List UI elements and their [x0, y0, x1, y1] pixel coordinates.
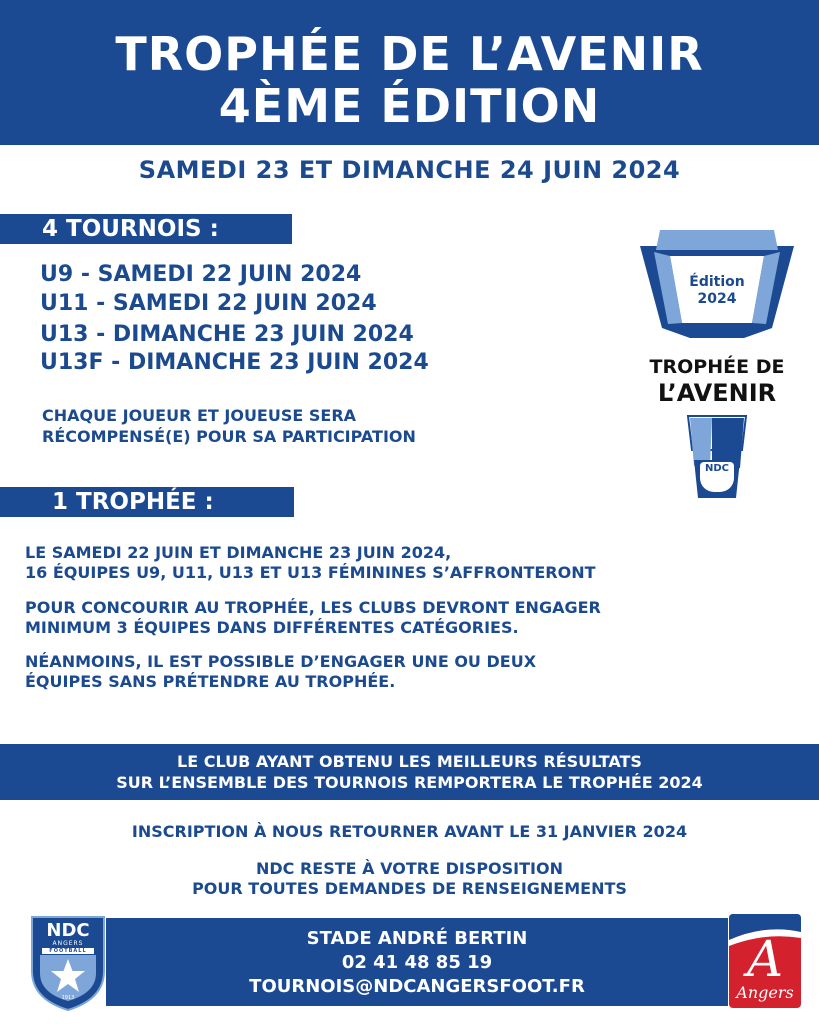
angers-name: Angers: [736, 983, 794, 1002]
winner-band-line2: SUR L’ENSEMBLE DES TOURNOIS REMPORTERA LE TROPHÉE 2024: [116, 773, 703, 792]
angers-city-logo: [729, 914, 801, 1008]
trophy-text-line: LE SAMEDI 22 JUIN ET DIMANCHE 23 JUIN 2024,: [25, 543, 452, 562]
trophy-logo: [632, 228, 802, 504]
trophy-heading: 1 TROPHÉE :: [0, 487, 294, 517]
page-title-line1: TROPHÉE DE L’AVENIR: [115, 27, 704, 81]
edition-year: 2024: [697, 291, 737, 307]
inscription-text: INSCRIPTION À NOUS RETOURNER AVANT LE 31 JANVIER 2024: [131, 822, 688, 841]
logo-name-line1: TROPHÉE DE: [649, 356, 785, 378]
winner-band: [0, 744, 819, 800]
winner-band-line1: LE CLUB AYANT OBTENU LES MEILLEURS RÉSULTATS: [177, 752, 642, 771]
event-date: SAMEDI 23 ET DIMANCHE 24 JUIN 2024: [138, 156, 681, 184]
crest-sport: FOOTBALL: [42, 948, 94, 954]
email-link[interactable]: TOURNOIS@NDCANGERSFOOT.FR: [249, 976, 585, 997]
contact-line1: NDC RESTE À VOTRE DISPOSITION: [256, 859, 563, 878]
tournaments-heading: 4 TOURNOIS :: [0, 214, 292, 244]
page-title-line2: 4ÈME ÉDITION: [218, 79, 601, 133]
trophy-text-line: POUR CONCOURIR AU TROPHÉE, LES CLUBS DEVRONT ENGAGER: [25, 598, 601, 617]
edition-label: Édition: [689, 274, 745, 290]
contact-line2: POUR TOUTES DEMANDES DE RENSEIGNEMENTS: [192, 879, 627, 898]
crest-year: 1913: [61, 995, 75, 1001]
angers-letter: A: [746, 930, 784, 988]
ndc-badge-small: NDC: [700, 462, 734, 492]
logo-name-line2: L’AVENIR: [657, 379, 777, 407]
list-item: U13F - DIMANCHE 23 JUIN 2024: [40, 350, 429, 375]
list-item: U11 - SAMEDI 22 JUIN 2024: [40, 291, 377, 316]
reward-text-line2: RÉCOMPENSÉ(E) POUR SA PARTICIPATION: [42, 427, 416, 446]
list-item: U9 - SAMEDI 22 JUIN 2024: [40, 262, 362, 287]
venue-name: STADE ANDRÉ BERTIN: [306, 928, 528, 949]
list-item: U13 - DIMANCHE 23 JUIN 2024: [40, 322, 414, 347]
trophy-text-line: NÉANMOINS, IL EST POSSIBLE D’ENGAGER UNE OU DEUX: [25, 652, 537, 671]
phone-number[interactable]: 02 41 48 85 19: [341, 952, 493, 973]
trophy-text-line: 16 ÉQUIPES U9, U11, U13 ET U13 FÉMININES S’AFFRONTERONT: [25, 563, 596, 582]
reward-text-line1: CHAQUE JOUEUR ET JOUEUSE SERA: [42, 406, 357, 425]
footer-contact: [106, 918, 728, 1006]
ndc-crest-logo: [28, 913, 108, 1013]
crest-city: ANGERS: [52, 940, 84, 947]
crest-name: NDC: [46, 920, 90, 941]
trophy-text-line: MINIMUM 3 ÉQUIPES DANS DIFFÉRENTES CATÉGORIES.: [25, 618, 519, 637]
trophy-text-line: ÉQUIPES SANS PRÉTENDRE AU TROPHÉE.: [25, 672, 396, 691]
